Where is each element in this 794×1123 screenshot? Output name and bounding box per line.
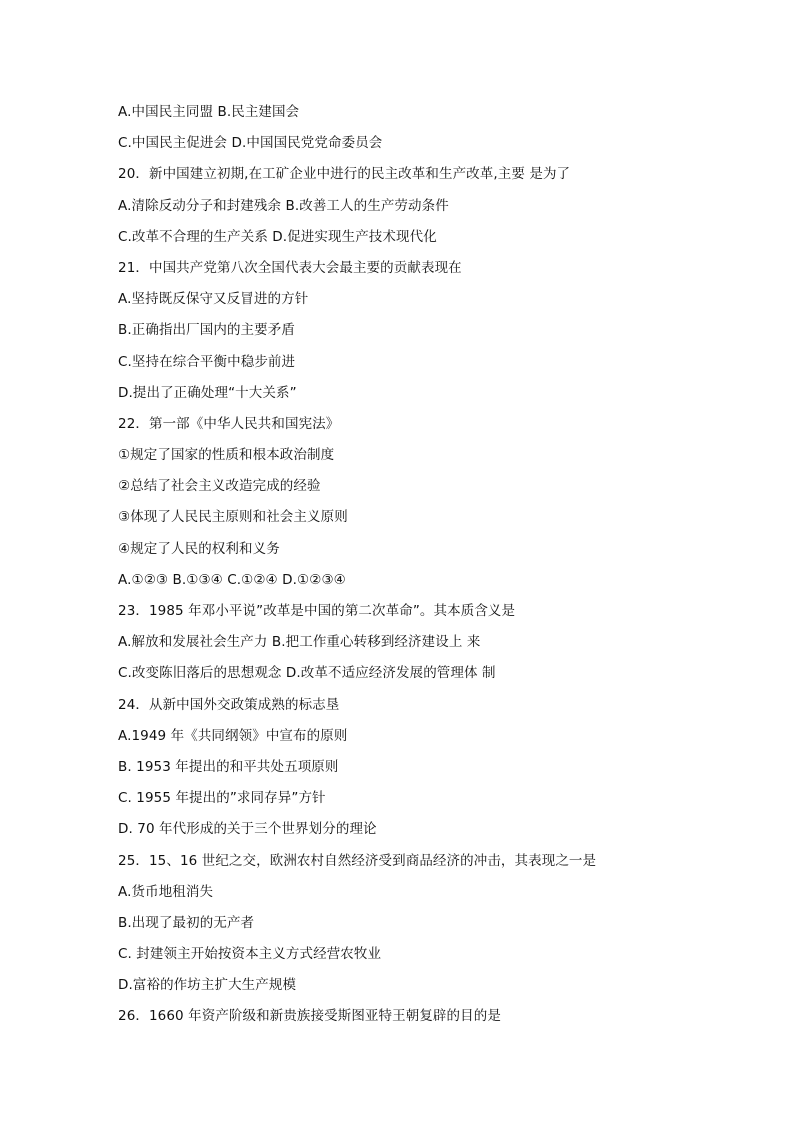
text-line: B.出现了最初的无产者	[118, 914, 255, 931]
question-21: 21．中国共产党第八次全国代表大会最主要的贡献表现在	[118, 259, 462, 276]
text-line: A.中国民主同盟 B.民主建国会	[118, 104, 300, 120]
text-line: C. 封建领主开始按资本主义方式经营农牧业	[118, 946, 382, 963]
text-line: A.坚持既反保守又反冒进的方针	[118, 291, 309, 308]
question-20: 20．新中国建立初期,在工矿企业中进行的民主改革和生产改革,主要 是为了	[118, 166, 571, 183]
text-line: D.富裕的作坊主扩大生产规模	[118, 977, 297, 994]
text-line: D.提出了正确处理“十大关系”	[118, 384, 297, 401]
text-line: A.1949 年《共同纲领》中宣布的原则	[118, 727, 348, 744]
text-line: A.清除反动分子和封建残余 B.改善工人的生产劳动条件	[118, 197, 449, 214]
text-line: ①规定了国家的性质和根本政治制度	[118, 447, 335, 464]
text-line: C.中国民主促进会 D.中国国民党党命委员会	[118, 135, 383, 152]
text-line: B.正确指出厂国内的主要矛盾	[118, 322, 295, 339]
text-line: ②总结了社会主义改造完成的经验	[118, 478, 321, 495]
text-line: D. 70 年代形成的关于三个世界划分的理论	[118, 821, 377, 838]
text-line: C.改变陈旧落后的思想观念 D.改革不适应经济发展的管理体 制	[118, 665, 496, 682]
text-line: C.坚持在综合平衡中稳步前进	[118, 353, 296, 370]
question-23: 23．1985 年邓小平说”改革是中国的第二次革命”。其本质含义是	[118, 603, 516, 619]
text-line: ④规定了人民的权利和义务	[118, 540, 280, 557]
text-line: A.解放和发展社会生产力 B.把工作重心转移到经济建设上 来	[118, 634, 481, 651]
text-line: A.①②③ B.①③④ C.①②④ D.①②③④	[118, 571, 346, 588]
text-line: A.货币地租消失	[118, 883, 214, 900]
question-26: 26．1660 年资产阶级和新贵族接受斯图亚特王朝复辟的目的是	[118, 1008, 501, 1025]
text-line: B. 1953 年提出的和平共处五项原则	[118, 758, 339, 775]
text-line: C. 1955 年提出的”求同存异”方针	[118, 790, 326, 807]
question-22: 22．第一部《中华人民共和国宪法》	[118, 415, 340, 432]
question-25: 25．15、16 世纪之交，欧洲农村自然经济受到商品经济的冲击，其表现之一是	[118, 852, 597, 869]
question-text-block	[118, 101, 758, 1037]
text-line: ③体现了人民民主原则和社会主义原则	[118, 509, 348, 526]
question-24: 24．从新中国外交政策成熟的标志垦	[118, 696, 340, 713]
text-line: C.改革不合理的生产关系 D.促进实现生产技术现代化	[118, 228, 437, 245]
